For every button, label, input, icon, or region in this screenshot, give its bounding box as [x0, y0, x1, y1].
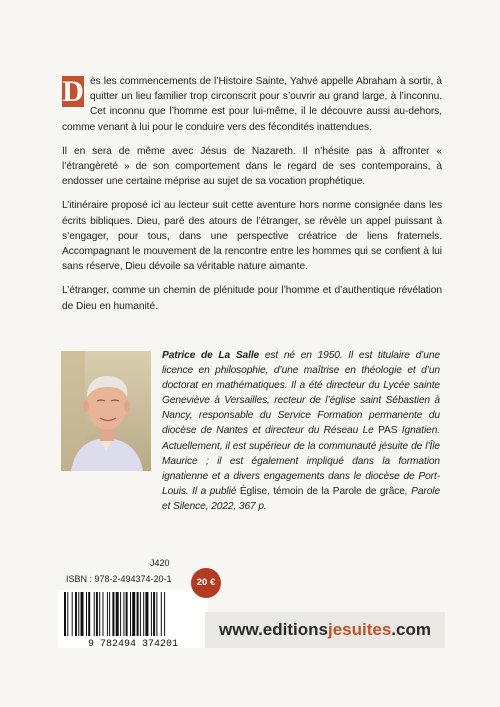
barcode-bar	[164, 592, 165, 636]
paragraph-1-text: ès les commencements de l’Histoire Sainte, Yahvé appelle Abraham à sortir, à quitter un lieu familier trop circonscrit pour s’ouvrir au grand large, à l’inconnu. Cet inconnu que l’homme est pour lui-même, il le découvre aussi au-dehors, comme venant à lui pour le conduire vers des fécondités inattendues.	[62, 76, 442, 133]
barcode-bar	[140, 592, 141, 636]
publisher-website	[205, 612, 445, 648]
website-suffix: .com	[391, 620, 431, 639]
paragraph-2: Il en sera de même avec Jésus de Nazareth. Il n’hésite pas à affronter « l’étrangèreté » de son comportement dans le regard de ses contemporains, à endosser une certaine méprise au sujet de sa vocation prophétique.	[62, 145, 442, 188]
author-photo	[61, 351, 151, 471]
barcode-bar	[96, 592, 98, 636]
barcode-bar	[78, 592, 79, 636]
barcode-bar	[116, 592, 119, 636]
isbn: ISBN : 978-2-494374-20-1	[66, 574, 172, 584]
author-name: Patrice de La Salle	[162, 350, 260, 361]
barcode-bar	[137, 592, 139, 636]
barcode-bar	[86, 592, 87, 636]
barcode-bar	[103, 592, 104, 636]
barcode-bar	[123, 592, 124, 636]
author-portrait-icon	[61, 351, 151, 471]
bio-book-title: Église, témoin de la Parole de grâce	[239, 485, 405, 497]
barcode-bar	[64, 592, 66, 636]
back-cover-text	[62, 74, 442, 323]
website-prefix: www.editions	[219, 620, 328, 639]
catalog-code: J420	[150, 558, 170, 568]
price-badge: 20 €	[191, 568, 221, 598]
barcode-digits: 9 782494 374201	[87, 639, 179, 648]
barcode-bar	[112, 592, 114, 636]
barcode-bar	[153, 592, 155, 636]
barcode-bar	[130, 592, 131, 636]
barcode-bar	[120, 592, 121, 636]
barcode-bar	[145, 592, 148, 636]
barcode-bar	[143, 592, 144, 636]
barcode-bar	[151, 592, 152, 636]
barcode-bar	[94, 592, 95, 636]
barcode	[58, 590, 208, 648]
barcode-icon	[58, 590, 208, 648]
barcode-bar	[99, 592, 100, 636]
barcode-bar	[67, 592, 68, 636]
bio-text-3: , Parole et Silence, 2022, 367 p.	[162, 485, 441, 512]
barcode-bar	[126, 592, 128, 636]
paragraph-4: L’étranger, comme un chemin de plénitude pour l’homme et d’authentique révélation de Dieu en humanité.	[62, 285, 442, 312]
barcode-bar	[109, 592, 110, 636]
bio-pas: PAS	[378, 425, 398, 437]
drop-cap: D	[62, 75, 84, 108]
paragraph-1	[62, 74, 442, 135]
barcode-bar	[81, 592, 84, 636]
barcode-bar	[161, 592, 162, 636]
barcode-bar	[75, 592, 77, 636]
website-accent: jesuites	[327, 620, 392, 639]
barcode-bar	[72, 592, 73, 636]
author-bio	[162, 348, 440, 514]
bio-text-2: Ignatien. Actuellement, il est supérieur de la communauté jésuite de l’Île Maurice ; il est également impliqué dans la formation ignatienne et a divers engagements dans le diocèse de Port-Louis. Il a publié	[162, 425, 440, 497]
barcode-bar	[88, 592, 90, 636]
barcode-bar	[156, 592, 157, 636]
barcode-bar	[107, 592, 108, 636]
paragraph-3: L’itinéraire proposé ici au lecteur suit cette aventure hors norme consignée dans les écrits bibliques. Dieu, paré des atours de l’étranger, se révèle un appel puissant à s’engager, pour tous, dans une perspective créatrice de liens fraternels. Accompagnant le mouvement de la rencontre entre les hommes qui se confient à lui sans réserve, Dieu dévoile sa véritable nature aimante.	[62, 200, 442, 273]
barcode-bar	[132, 592, 135, 636]
bio-text-1: est né en 1950. Il est titulaire d’une licence en philosophie, d’une maîtrise en théologie et d’un doctorat en mathématiques. Il a été directeur du Lycée sainte Geneviève à Versailles, recteur de l’église saint Sébastien à Nancy, responsable du Service Formation permanente du diocèse de Nantes et directeur du Réseau Le	[162, 350, 440, 437]
